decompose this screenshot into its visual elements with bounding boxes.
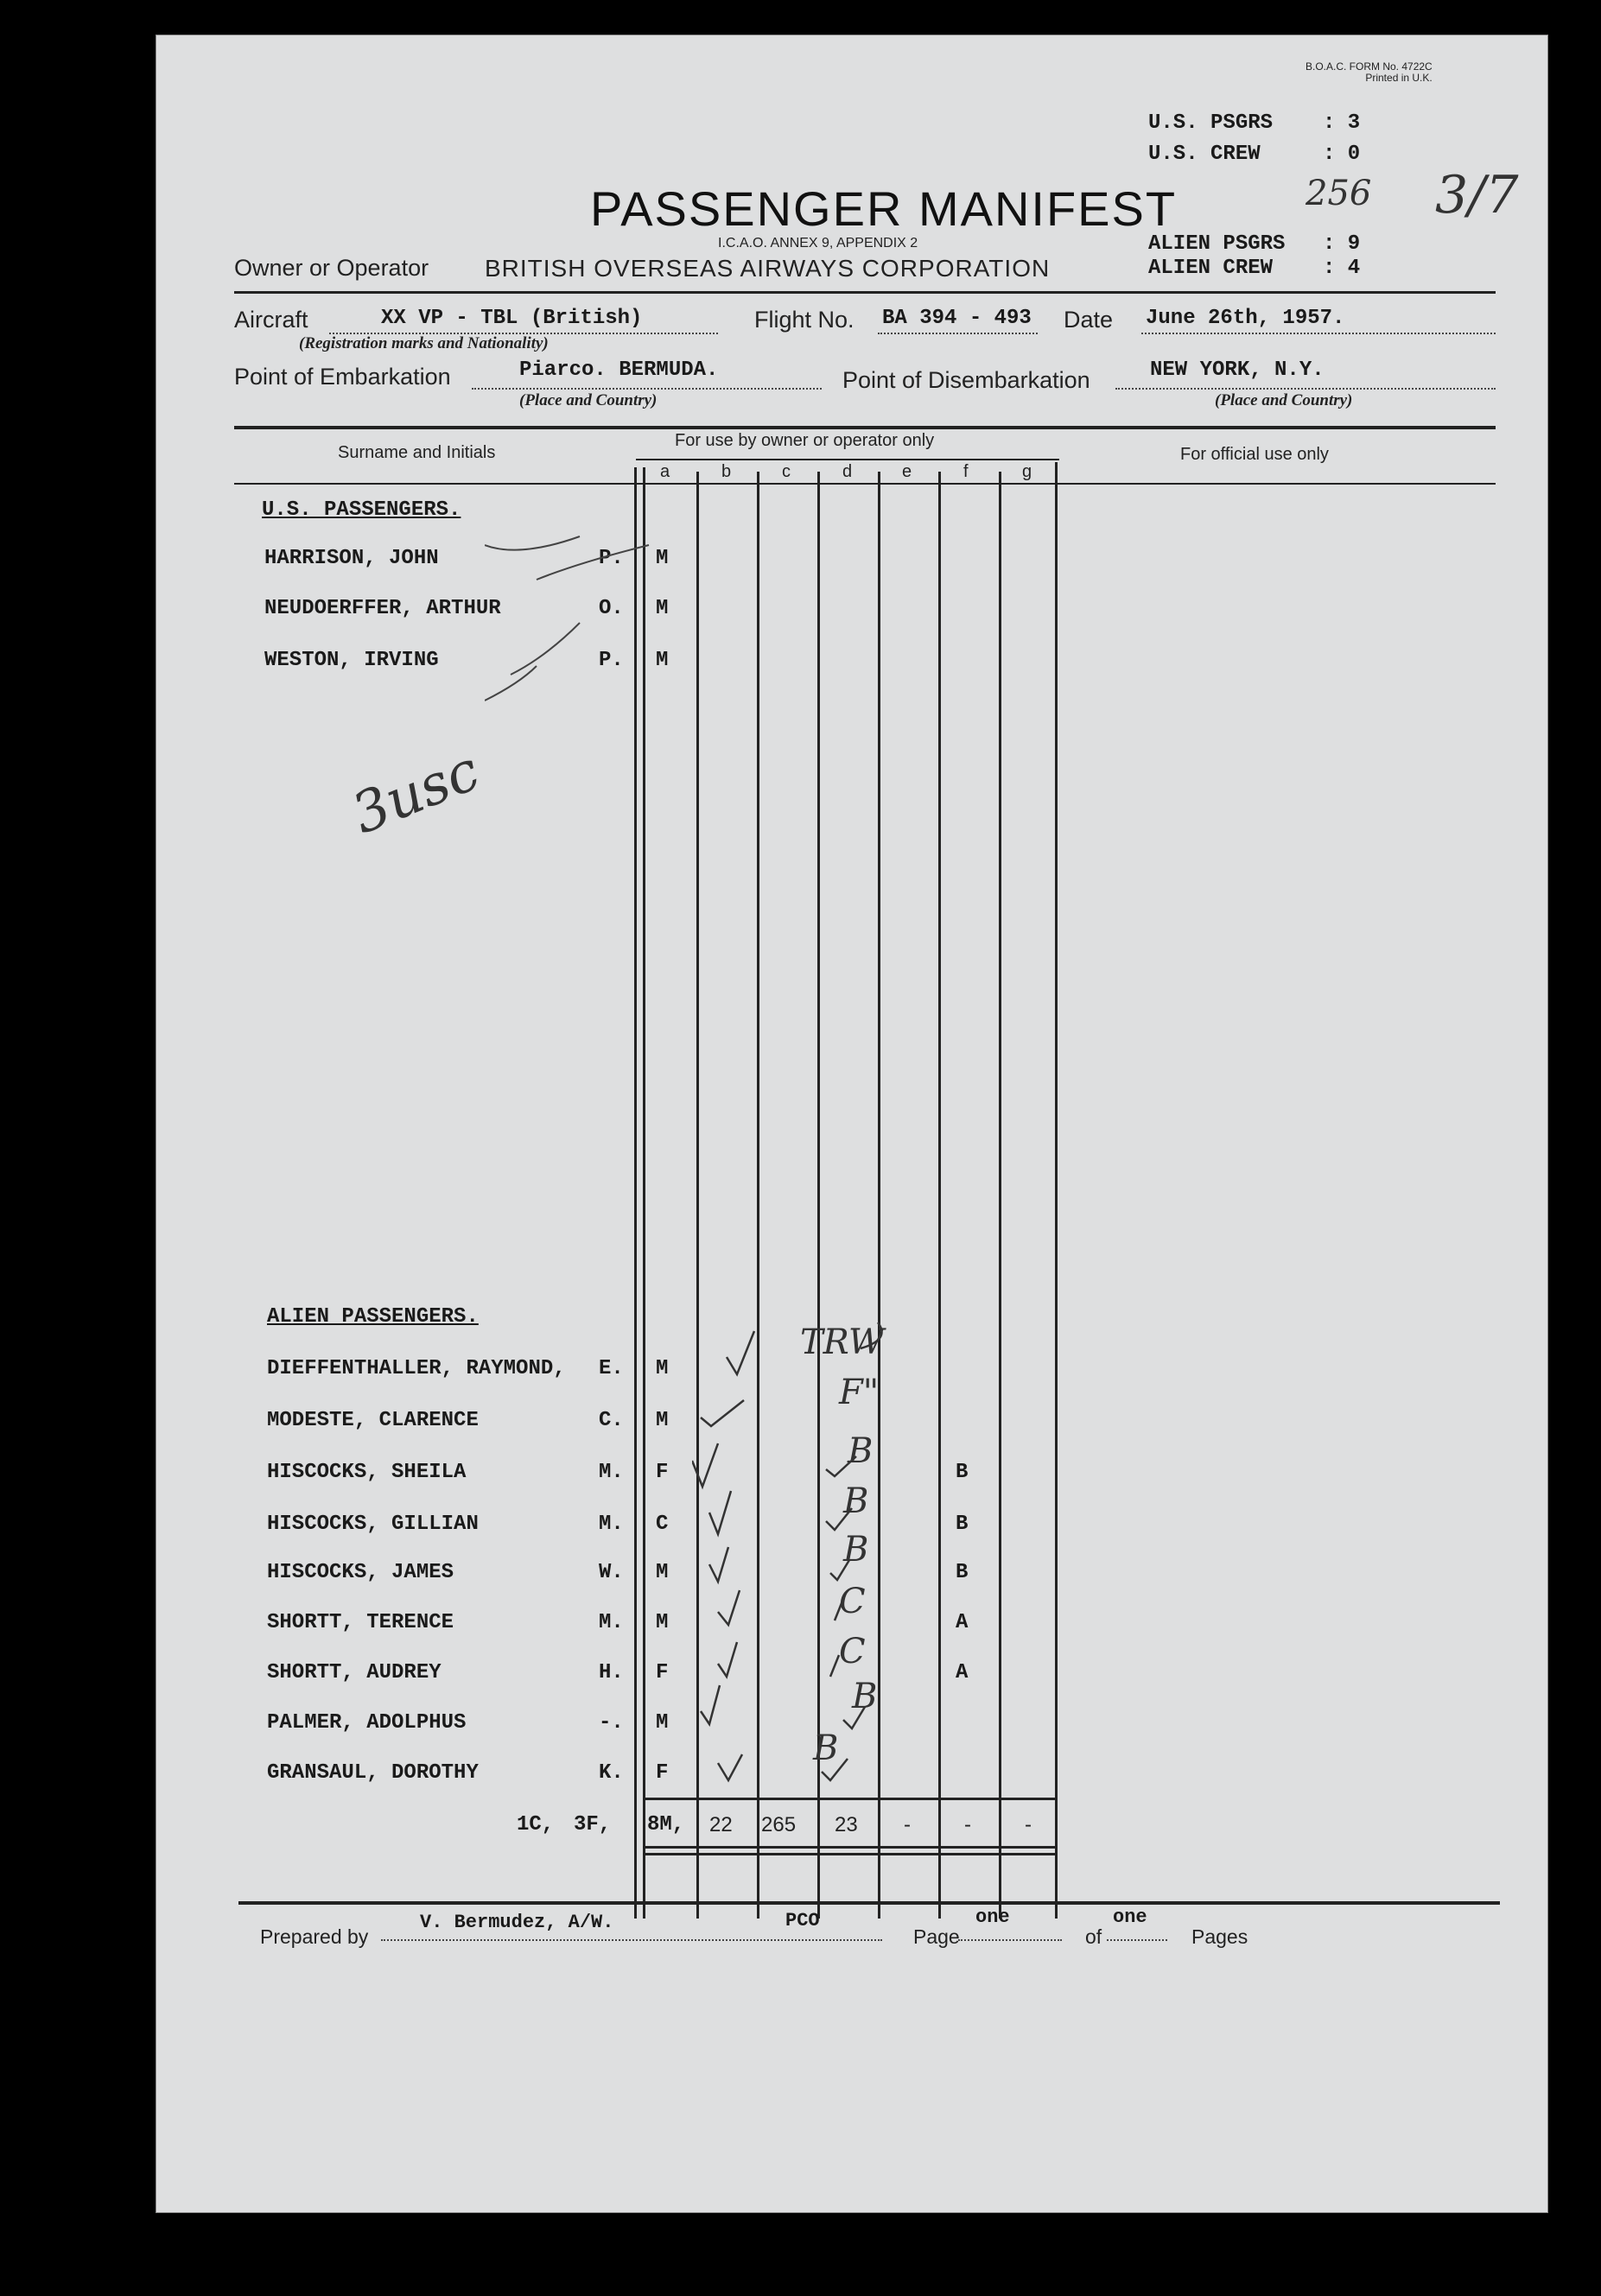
flight-value: BA 394 - 493: [882, 307, 1032, 330]
cell-f: B: [956, 1513, 969, 1536]
subtitle: I.C.A.O. ANNEX 9, APPENDIX 2: [718, 236, 918, 251]
form-reference: [1306, 61, 1433, 84]
cell-d-handwritten: B: [813, 1728, 839, 1768]
disembarkation-note: (Place and Country): [1215, 391, 1353, 409]
alien-psgrs-value: : 9: [1323, 232, 1361, 256]
embarkation-value: Piarco. BERMUDA.: [519, 358, 719, 382]
passenger-initial: M.: [599, 1513, 624, 1536]
passenger-name: PALMER, ADOLPHUS: [267, 1711, 467, 1735]
station-code: PCO: [785, 1910, 820, 1931]
manifest-sheet: [156, 35, 1548, 2213]
cell-d-handwritten: B: [843, 1481, 869, 1521]
col-b: b: [721, 462, 732, 481]
passenger-initial: E.: [599, 1357, 624, 1380]
cell-a: M: [656, 597, 669, 620]
date-label: Date: [1064, 307, 1114, 333]
us-crew-label: U.S. CREW: [1148, 143, 1261, 166]
passenger-name: SHORTT, AUDREY: [267, 1661, 442, 1684]
prepared-by-value: V. Bermudez, A/W.: [420, 1912, 614, 1933]
handwritten-ticks: [692, 1314, 1003, 1798]
page-label: Page: [913, 1925, 960, 1948]
cell-a: F: [656, 1761, 669, 1785]
passenger-name: SHORTT, TERENCE: [267, 1611, 454, 1634]
handwritten-check-strokes: [485, 511, 709, 709]
cell-a: M: [656, 547, 669, 570]
total-g: -: [1025, 1813, 1032, 1836]
passenger-initial: W.: [599, 1561, 624, 1584]
cell-d-handwritten: C: [839, 1582, 866, 1621]
passenger-initial: H.: [599, 1661, 624, 1684]
passenger-initial: P.: [599, 547, 624, 570]
of-value: one: [1113, 1906, 1147, 1928]
cell-a: F: [656, 1661, 669, 1684]
owner-label: Owner or Operator: [234, 255, 429, 281]
totals-label-1: 1C,: [517, 1813, 555, 1836]
handwritten-page-number: 256: [1306, 174, 1372, 213]
passenger-initial: P.: [599, 649, 624, 672]
passenger-initial: O.: [599, 597, 624, 620]
cell-d-handwritten: B: [852, 1677, 878, 1716]
cell-d-handwritten: TRW: [800, 1322, 885, 1362]
totals-label-2: 3F,: [574, 1813, 612, 1836]
passenger-name: HISCOCKS, JAMES: [267, 1561, 454, 1584]
official-use-header: For official use only: [1180, 445, 1329, 464]
alien-crew-value: : 4: [1323, 257, 1361, 280]
total-f: -: [964, 1813, 971, 1836]
col-d: d: [842, 462, 853, 481]
of-label: of: [1085, 1925, 1102, 1948]
cell-d-handwritten: C: [839, 1632, 866, 1671]
cell-f: A: [956, 1611, 969, 1634]
passenger-initial: M.: [599, 1611, 624, 1634]
cell-a: M: [656, 1357, 669, 1380]
us-section-heading: U.S. PASSENGERS.: [262, 498, 461, 522]
disembarkation-label: Point of Disembarkation: [842, 367, 1090, 393]
alien-section-heading: ALIEN PASSENGERS.: [267, 1305, 479, 1329]
handwritten-margin-note: 3usc: [343, 739, 489, 847]
cell-f: B: [956, 1561, 969, 1584]
alien-crew-label: ALIEN CREW: [1148, 257, 1274, 280]
page-value: one: [975, 1906, 1010, 1928]
passenger-name: DIEFFENTHALLER, RAYMOND,: [267, 1357, 566, 1380]
owner-value: BRITISH OVERSEAS AIRWAYS CORPORATION: [485, 255, 1051, 282]
total-a: 8M,: [647, 1813, 685, 1836]
cell-f: B: [956, 1461, 969, 1484]
passenger-initial: -.: [599, 1711, 624, 1735]
total-d: 23: [835, 1813, 858, 1836]
cell-a: M: [656, 1611, 669, 1634]
cell-a: C: [656, 1513, 669, 1536]
passenger-name: HISCOCKS, SHEILA: [267, 1461, 467, 1484]
date-value: June 26th, 1957.: [1146, 307, 1345, 330]
passenger-name: HARRISON, JOHN: [264, 547, 439, 570]
form-ref-line1: B.O.A.C. FORM No. 4722C: [1306, 60, 1433, 73]
passenger-name: GRANSAUL, DOROTHY: [267, 1761, 479, 1785]
page-title: PASSENGER MANIFEST: [590, 181, 1178, 236]
cell-a: M: [656, 1711, 669, 1735]
cell-a: M: [656, 649, 669, 672]
aircraft-note: (Registration marks and Nationality): [299, 334, 549, 352]
passenger-initial: K.: [599, 1761, 624, 1785]
total-e: -: [904, 1813, 911, 1836]
passenger-initial: M.: [599, 1461, 624, 1484]
cell-a: F: [656, 1461, 669, 1484]
us-crew-value: : 0: [1323, 143, 1361, 166]
alien-psgrs-label: ALIEN PSGRS: [1148, 232, 1286, 256]
cell-f: A: [956, 1661, 969, 1684]
col-a: a: [660, 462, 670, 481]
passenger-name: MODESTE, CLARENCE: [267, 1409, 479, 1432]
col-f: f: [963, 462, 969, 481]
pages-label: Pages: [1191, 1925, 1248, 1948]
passenger-name: WESTON, IRVING: [264, 649, 439, 672]
cell-d-handwritten: B: [848, 1431, 874, 1471]
passenger-name: HISCOCKS, GILLIAN: [267, 1513, 479, 1536]
aircraft-label: Aircraft: [234, 307, 308, 333]
cell-a: M: [656, 1561, 669, 1584]
passenger-initial: C.: [599, 1409, 624, 1432]
col-c: c: [782, 462, 791, 481]
cell-d-handwritten: F": [839, 1373, 880, 1412]
disembarkation-value: NEW YORK, N.Y.: [1150, 358, 1325, 382]
col-g: g: [1022, 462, 1032, 481]
us-psgrs-value: : 3: [1323, 111, 1361, 135]
us-psgrs-label: U.S. PSGRS: [1148, 111, 1274, 135]
surname-header: Surname and Initials: [338, 443, 496, 462]
handwritten-corner-mark: 3/7: [1435, 165, 1519, 225]
embarkation-label: Point of Embarkation: [234, 364, 451, 390]
aircraft-value: XX VP - TBL (British): [381, 307, 643, 330]
divider: [234, 291, 1496, 294]
total-c: 265: [761, 1813, 797, 1836]
cell-a: M: [656, 1409, 669, 1432]
cell-d-handwritten: B: [843, 1530, 869, 1570]
col-e: e: [902, 462, 912, 481]
owner-use-header: For use by owner or operator only: [675, 431, 935, 450]
total-b: 22: [709, 1813, 733, 1836]
embarkation-note: (Place and Country): [519, 391, 658, 409]
form-ref-line2: Printed in U.K.: [1365, 72, 1433, 84]
prepared-by-label: Prepared by: [260, 1925, 369, 1948]
flight-label: Flight No.: [754, 307, 855, 333]
passenger-name: NEUDOERFFER, ARTHUR: [264, 597, 501, 620]
